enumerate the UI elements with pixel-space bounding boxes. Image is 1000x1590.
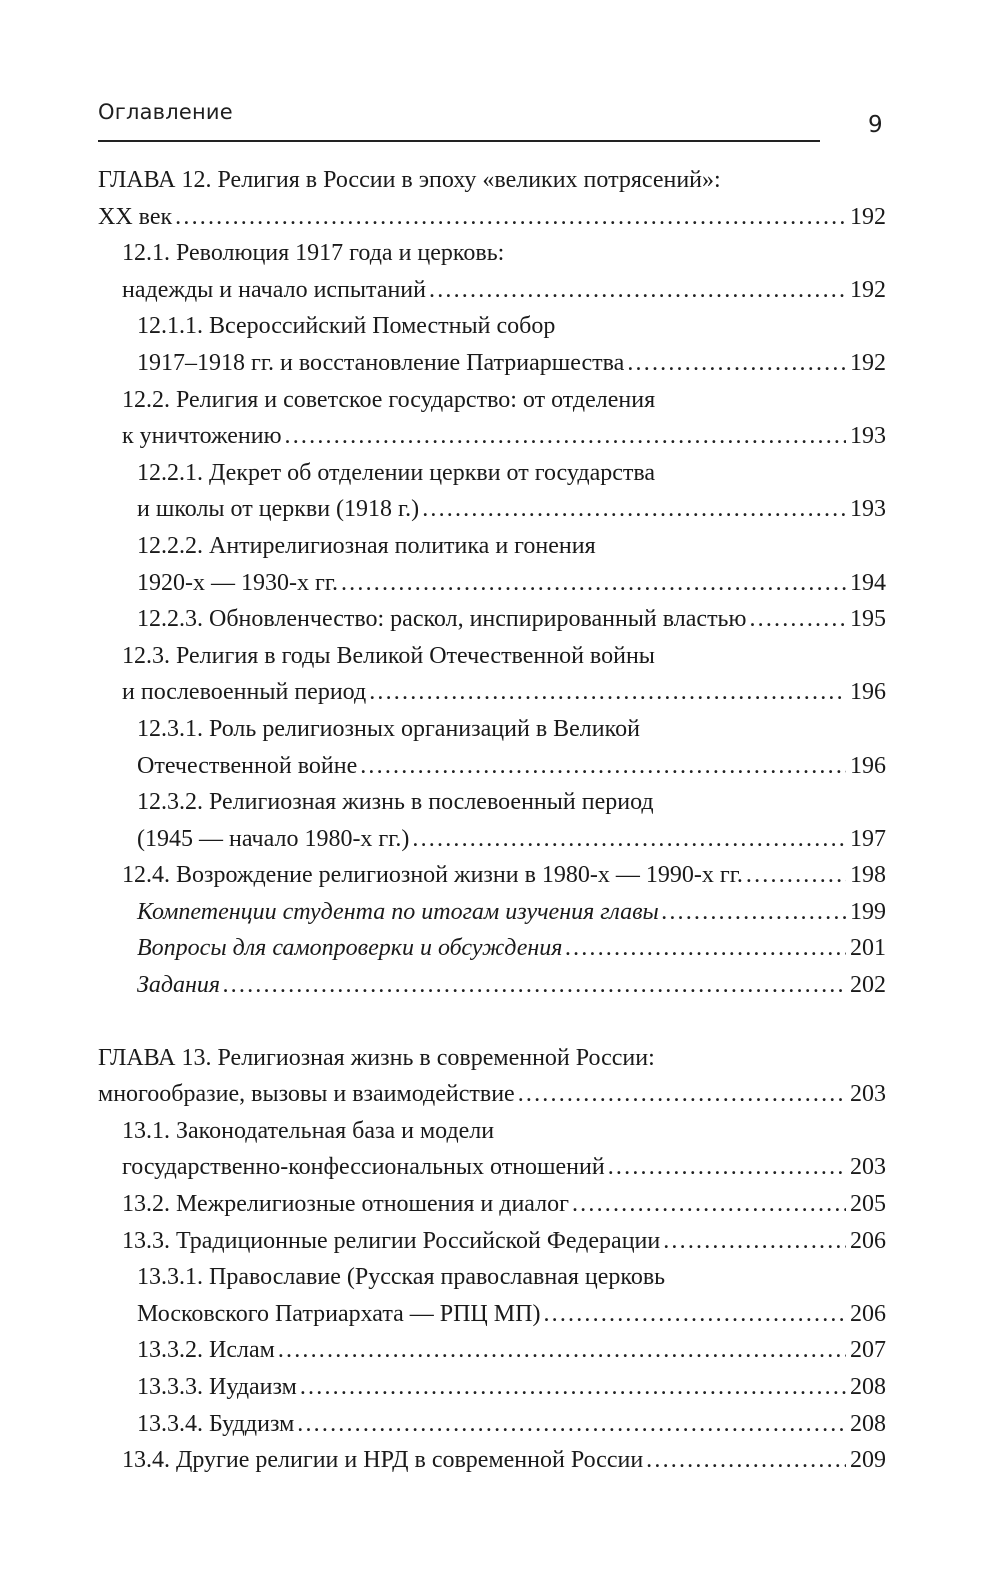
toc-page-number: 196 bbox=[850, 679, 886, 706]
toc-entry-text: Задания bbox=[137, 972, 221, 999]
toc-entry-text: 13.2. Межрелигиозные отношения и диалог bbox=[122, 1191, 569, 1218]
toc-page-number: 201 bbox=[850, 935, 886, 962]
dot-leader bbox=[223, 967, 846, 1004]
toc-page-number: 192 bbox=[850, 276, 886, 303]
toc-entry-tasks-12 bbox=[98, 967, 886, 1004]
toc-entry-text: 12.3.1. Роль религиозных организаций в Великой bbox=[137, 715, 640, 742]
toc-entry-text: 13.3.3. Иудаизм bbox=[137, 1374, 297, 1400]
toc-page-number: 206 bbox=[850, 1227, 886, 1254]
toc-page-number: 192 bbox=[850, 203, 886, 230]
toc-entry-text: (1945 — начало 1980-х гг.) bbox=[137, 825, 410, 852]
toc-entry-text: Вопросы для самопроверки и обсуждения bbox=[137, 935, 563, 962]
dot-leader bbox=[175, 199, 846, 236]
toc-entry-12-3-2 bbox=[98, 784, 886, 857]
toc-entry-text: Московского Патриархата — РПЦ МП) bbox=[137, 1300, 541, 1327]
table-of-contents bbox=[98, 162, 886, 1479]
toc-entry-text: 12.1. Революция 1917 года и церковь: bbox=[122, 240, 505, 267]
toc-entry-text: ГЛАВА 12. Религия в России в эпоху «великих потрясений»: bbox=[98, 167, 721, 193]
toc-entry-13-3 bbox=[98, 1223, 886, 1260]
toc-entry-13-1 bbox=[98, 1113, 886, 1186]
toc-entry-text: многообразие, вызовы и взаимодействие bbox=[98, 1081, 515, 1108]
dot-leader bbox=[429, 272, 846, 309]
dot-leader bbox=[518, 1076, 846, 1113]
dot-leader bbox=[297, 1406, 846, 1443]
running-head-title: Оглавление bbox=[98, 100, 233, 124]
toc-page-number: 197 bbox=[850, 825, 886, 852]
toc-entry-12-2 bbox=[98, 382, 886, 455]
toc-entry-text: 13.3.1. Православие (Русская православная церковь bbox=[137, 1264, 666, 1291]
toc-entry-text: 13.3.2. Ислам bbox=[137, 1337, 275, 1364]
page-number: 9 bbox=[868, 112, 883, 138]
dot-leader bbox=[543, 1296, 846, 1333]
toc-entry-text: 1917–1918 гг. и восстановление Патриаршества bbox=[137, 349, 625, 376]
toc-entry-text: 12.4. Возрождение религиозной жизни в 1980-х — 1990-х гг. bbox=[122, 862, 743, 889]
toc-entry-12-4 bbox=[98, 857, 886, 894]
toc-entry-12-1 bbox=[98, 235, 886, 308]
dot-leader bbox=[341, 565, 846, 602]
toc-page-number: 196 bbox=[850, 752, 886, 779]
toc-page-number: 205 bbox=[850, 1191, 886, 1218]
toc-entry-12-2-2 bbox=[98, 528, 886, 601]
toc-entry-text: 12.2.3. Обновленчество: раскол, инспирированный властью bbox=[137, 606, 747, 633]
dot-leader bbox=[608, 1149, 846, 1186]
toc-entry-text: 12.3.2. Религиозная жизнь в послевоенный период bbox=[137, 789, 654, 816]
chapter-gap bbox=[98, 1004, 886, 1040]
toc-entry-text: и послевоенный период bbox=[122, 679, 367, 706]
toc-entry-13-4 bbox=[98, 1442, 886, 1479]
toc-entry-text: ГЛАВА 13. Религиозная жизнь в современной России: bbox=[98, 1044, 655, 1071]
toc-page-number: 208 bbox=[850, 1374, 886, 1400]
toc-entry-text: надежды и начало испытаний bbox=[122, 276, 426, 303]
toc-entry-text: 13.1. Законодательная база и модели bbox=[122, 1117, 495, 1144]
dot-leader bbox=[646, 1442, 846, 1479]
toc-entry-text: к уничтожению bbox=[122, 423, 282, 450]
toc-page-number: 198 bbox=[850, 862, 886, 889]
toc-page-number: 207 bbox=[850, 1337, 886, 1364]
toc-entry-12-2-1 bbox=[98, 455, 886, 528]
toc-entry-text: 12.3. Религия в годы Великой Отечественной войны bbox=[122, 642, 655, 669]
toc-page-number: 193 bbox=[850, 496, 886, 523]
toc-entry-12-2-3 bbox=[98, 601, 886, 638]
header-rule bbox=[98, 140, 820, 142]
dot-leader bbox=[662, 894, 846, 931]
toc-entry-13-3-2 bbox=[98, 1332, 886, 1369]
dot-leader bbox=[285, 418, 846, 455]
toc-entry-text: Компетенции студента по итогам изучения главы bbox=[137, 898, 659, 925]
toc-entry-13-3-3 bbox=[98, 1369, 886, 1406]
toc-entry-12-1-1 bbox=[98, 308, 886, 381]
toc-entry-text: Отечественной войне bbox=[137, 752, 358, 779]
toc-entry-text: 1920-х — 1930-х гг. bbox=[137, 569, 338, 596]
toc-entry-12-3-1 bbox=[98, 711, 886, 784]
toc-page-number: 199 bbox=[850, 898, 886, 925]
toc-entry-competencies-12 bbox=[98, 894, 886, 931]
toc-entry-text: 12.2.1. Декрет об отделении церкви от государства bbox=[137, 459, 656, 486]
toc-page-number: 203 bbox=[850, 1081, 886, 1108]
dot-leader bbox=[278, 1332, 846, 1369]
toc-entry-questions-12 bbox=[98, 930, 886, 967]
toc-page-number: 208 bbox=[850, 1410, 886, 1437]
toc-entry-12-3 bbox=[98, 638, 886, 711]
toc-entry-text: 13.3. Традиционные религии Российской Федерации bbox=[122, 1227, 661, 1254]
dot-leader bbox=[412, 821, 846, 858]
toc-page-number: 194 bbox=[850, 569, 886, 596]
toc-page-number: 192 bbox=[850, 349, 886, 376]
toc-entry-text: 13.3.4. Буддизм bbox=[137, 1410, 295, 1437]
toc-entry-chapter-13 bbox=[98, 1040, 886, 1113]
toc-entry-13-2 bbox=[98, 1186, 886, 1223]
dot-leader bbox=[360, 748, 846, 785]
dot-leader bbox=[422, 491, 846, 528]
toc-entry-text: 12.2.2. Антирелигиозная политика и гонения bbox=[137, 532, 596, 559]
toc-page-number: 193 bbox=[850, 423, 886, 450]
toc-entry-text: государственно-конфессиональных отношений bbox=[122, 1154, 605, 1181]
toc-page-number: 209 bbox=[850, 1447, 886, 1474]
toc-entry-text: и школы от церкви (1918 г.) bbox=[137, 496, 420, 523]
dot-leader bbox=[663, 1223, 846, 1260]
dot-leader bbox=[300, 1369, 846, 1406]
toc-entry-13-3-4 bbox=[98, 1406, 886, 1443]
toc-entry-text: 12.2. Религия и советское государство: от отделения bbox=[122, 386, 656, 413]
toc-page-number: 206 bbox=[850, 1300, 886, 1327]
dot-leader bbox=[572, 1186, 846, 1223]
toc-entry-text: 13.4. Другие религии и НРД в современной России bbox=[122, 1447, 644, 1474]
toc-entry-text: XX век bbox=[98, 203, 173, 230]
dot-leader bbox=[565, 930, 846, 967]
toc-entry-text: 12.1.1. Всероссийский Поместный собор bbox=[137, 313, 556, 340]
dot-leader bbox=[627, 345, 846, 382]
dot-leader bbox=[749, 601, 846, 638]
toc-page-number: 195 bbox=[850, 606, 886, 633]
dot-leader bbox=[369, 674, 846, 711]
dot-leader bbox=[746, 857, 846, 894]
toc-entry-chapter-12 bbox=[98, 162, 886, 235]
toc-page-number: 202 bbox=[850, 972, 886, 999]
toc-page-number: 203 bbox=[850, 1154, 886, 1181]
toc-entry-13-3-1 bbox=[98, 1259, 886, 1332]
